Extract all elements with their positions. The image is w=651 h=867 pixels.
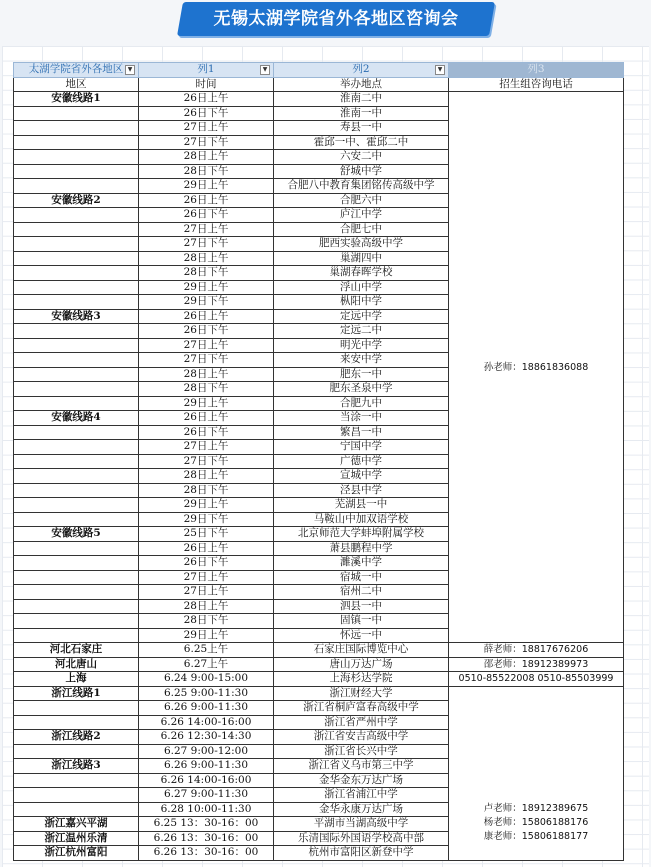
place-cell: 浙江省严州中学: [274, 715, 449, 730]
contact-cell: 邵老师：18912389973: [449, 657, 624, 672]
empty-region-cell: [14, 440, 139, 455]
subheader-row: [14, 77, 624, 92]
place-cell: 芜湖县一中: [274, 498, 449, 513]
table-row: [14, 686, 624, 701]
empty-region-cell: [14, 556, 139, 571]
time-cell: 29日上午: [139, 179, 274, 194]
time-cell: 28日下午: [139, 614, 274, 629]
filter-dropdown-icon[interactable]: ▼: [435, 65, 445, 75]
header-col0[interactable]: 太湖学院省外各地区 ▼: [14, 63, 139, 78]
place-cell: 合肥六中: [274, 193, 449, 208]
place-cell: 合肥七中: [274, 222, 449, 237]
place-cell: 浙江省安吉高级中学: [274, 730, 449, 745]
place-cell: 繁昌一中: [274, 425, 449, 440]
place-cell: 来安中学: [274, 353, 449, 368]
place-cell: 宿州二中: [274, 585, 449, 600]
time-cell: 6.26 13：30-16：00: [139, 831, 274, 846]
contact-cell: [449, 686, 624, 860]
place-cell: 泗县一中: [274, 599, 449, 614]
empty-region-cell: [14, 541, 139, 556]
empty-region-cell: [14, 338, 139, 353]
place-cell: 平湖市当湖高级中学: [274, 817, 449, 832]
place-cell: 浮山中学: [274, 280, 449, 295]
contact-cell: 0510-85522008 0510-85503999: [449, 672, 624, 687]
place-cell: 泾县中学: [274, 483, 449, 498]
place-cell: 濉溪中学: [274, 556, 449, 571]
contact-cell: 薛老师：18817676206: [449, 643, 624, 658]
time-cell: 27日上午: [139, 440, 274, 455]
region-cell: 安徽线路1: [14, 92, 139, 107]
place-cell: 六安二中: [274, 150, 449, 165]
time-cell: 6.25上午: [139, 643, 274, 658]
empty-region-cell: [14, 715, 139, 730]
time-cell: 28日下午: [139, 164, 274, 179]
time-cell: 6.27上午: [139, 657, 274, 672]
time-cell: 26日下午: [139, 556, 274, 571]
time-cell: 28日上午: [139, 251, 274, 266]
empty-region-cell: [14, 802, 139, 817]
place-cell: 广德中学: [274, 454, 449, 469]
header-col3[interactable]: 列3: [449, 63, 624, 78]
empty-region-cell: [14, 222, 139, 237]
time-cell: 27日下午: [139, 353, 274, 368]
time-cell: 26日上午: [139, 92, 274, 107]
empty-region-cell: [14, 512, 139, 527]
page-title: 无锡太湖学院省外各地区咨询会: [213, 9, 459, 29]
region-cell: 河北唐山: [14, 657, 139, 672]
place-cell: 淮南二中: [274, 92, 449, 107]
contact-line: 康老师：15806188177: [483, 830, 589, 842]
empty-region-cell: [14, 498, 139, 513]
header-row: [14, 63, 624, 78]
place-cell: 萧县鹏程中学: [274, 541, 449, 556]
empty-region-cell: [14, 599, 139, 614]
schedule-table: [13, 62, 624, 861]
header-col2[interactable]: 列2 ▼: [274, 63, 449, 78]
place-cell: 肥西实验高级中学: [274, 237, 449, 252]
empty-region-cell: [14, 208, 139, 223]
empty-region-cell: [14, 788, 139, 803]
place-cell: 巢湖春晖学校: [274, 266, 449, 281]
region-cell: 浙江杭州富阳: [14, 846, 139, 861]
subheader-cell: 地区: [14, 77, 139, 92]
empty-region-cell: [14, 280, 139, 295]
region-cell: 安徽线路3: [14, 309, 139, 324]
place-cell: 合肥八中教育集团铭传高级中学: [274, 179, 449, 194]
place-cell: 寿县一中: [274, 121, 449, 136]
region-cell: 浙江温州乐清: [14, 831, 139, 846]
time-cell: 28日下午: [139, 382, 274, 397]
place-cell: 宿城一中: [274, 570, 449, 585]
empty-region-cell: [14, 396, 139, 411]
place-cell: 宣城中学: [274, 469, 449, 484]
time-cell: 27日下午: [139, 237, 274, 252]
place-cell: 浙江省长兴中学: [274, 744, 449, 759]
time-cell: 29日上午: [139, 280, 274, 295]
empty-region-cell: [14, 454, 139, 469]
place-cell: 固镇一中: [274, 614, 449, 629]
time-cell: 25日下午: [139, 527, 274, 542]
place-cell: 庐江中学: [274, 208, 449, 223]
time-cell: 28日下午: [139, 483, 274, 498]
time-cell: 29日上午: [139, 628, 274, 643]
time-cell: 27日上午: [139, 585, 274, 600]
time-cell: 27日上午: [139, 338, 274, 353]
empty-region-cell: [14, 353, 139, 368]
time-cell: 6.24 9:00-15:00: [139, 672, 274, 687]
place-cell: 明光中学: [274, 338, 449, 353]
place-cell: 合肥九中: [274, 396, 449, 411]
time-cell: 28日上午: [139, 469, 274, 484]
place-cell: 上海杉达学院: [274, 672, 449, 687]
empty-region-cell: [14, 483, 139, 498]
region-cell: 上海: [14, 672, 139, 687]
region-cell: 浙江嘉兴平湖: [14, 817, 139, 832]
time-cell: 27日下午: [139, 135, 274, 150]
time-cell: 6.25 9:00-11:30: [139, 686, 274, 701]
empty-region-cell: [14, 135, 139, 150]
place-cell: 浙江省浦江中学: [274, 788, 449, 803]
time-cell: 29日上午: [139, 396, 274, 411]
time-cell: 6.25 13：30-16：00: [139, 817, 274, 832]
empty-region-cell: [14, 469, 139, 484]
time-cell: 6.26 9:00-11:30: [139, 759, 274, 774]
empty-region-cell: [14, 179, 139, 194]
region-cell: 安徽线路2: [14, 193, 139, 208]
table-row: [14, 657, 624, 672]
place-cell: 枞阳中学: [274, 295, 449, 310]
time-cell: 26日上午: [139, 193, 274, 208]
empty-region-cell: [14, 150, 139, 165]
empty-region-cell: [14, 237, 139, 252]
header-col1[interactable]: 列1 ▼: [139, 63, 274, 78]
time-cell: 26日下午: [139, 208, 274, 223]
place-cell: 金华金东万达广场: [274, 773, 449, 788]
time-cell: 27日上午: [139, 222, 274, 237]
place-cell: 石家庄国际博览中心: [274, 643, 449, 658]
place-cell: 霍邱一中、霍邱二中: [274, 135, 449, 150]
place-cell: 淮南一中: [274, 106, 449, 121]
empty-region-cell: [14, 164, 139, 179]
time-cell: 28日下午: [139, 266, 274, 281]
region-cell: 浙江线路3: [14, 759, 139, 774]
time-cell: 29日下午: [139, 512, 274, 527]
table-row: [14, 643, 624, 658]
time-cell: 26日上午: [139, 541, 274, 556]
place-cell: 马鞍山中加双语学校: [274, 512, 449, 527]
place-cell: 金华永康万达广场: [274, 802, 449, 817]
time-cell: 26日下午: [139, 425, 274, 440]
empty-region-cell: [14, 266, 139, 281]
contact-line: 杨老师：15806188176: [483, 816, 589, 828]
region-cell: 安徽线路5: [14, 527, 139, 542]
place-cell: 杭州市富阳区新登中学: [274, 846, 449, 861]
place-cell: 宁国中学: [274, 440, 449, 455]
time-cell: 6.26 12:30-14:30: [139, 730, 274, 745]
filter-dropdown-icon[interactable]: ▼: [125, 65, 135, 75]
empty-region-cell: [14, 425, 139, 440]
time-cell: 6.26 13：30-16：00: [139, 846, 274, 861]
time-cell: 6.26 14:00-16:00: [139, 715, 274, 730]
time-cell: 6.26 14:00-16:00: [139, 773, 274, 788]
place-cell: 怀远一中: [274, 628, 449, 643]
time-cell: 6.28 10:00-11:30: [139, 802, 274, 817]
filter-dropdown-icon[interactable]: ▼: [260, 65, 270, 75]
empty-region-cell: [14, 744, 139, 759]
time-cell: 6.27 9:00-12:00: [139, 744, 274, 759]
time-cell: 27日下午: [139, 454, 274, 469]
place-cell: 当涂一中: [274, 411, 449, 426]
time-cell: 6.26 9:00-11:30: [139, 701, 274, 716]
place-cell: 浙江省义乌市第三中学: [274, 759, 449, 774]
empty-region-cell: [14, 701, 139, 716]
time-cell: 26日上午: [139, 309, 274, 324]
subheader-cell: 举办地点: [274, 77, 449, 92]
time-cell: 29日上午: [139, 498, 274, 513]
contact-cell: 孙老师：18861836088: [449, 92, 624, 643]
time-cell: 29日下午: [139, 295, 274, 310]
empty-region-cell: [14, 367, 139, 382]
time-cell: 28日上午: [139, 599, 274, 614]
empty-region-cell: [14, 628, 139, 643]
region-cell: 浙江线路1: [14, 686, 139, 701]
time-cell: 27日上午: [139, 570, 274, 585]
time-cell: 26日上午: [139, 411, 274, 426]
place-cell: 巢湖四中: [274, 251, 449, 266]
time-cell: 28日上午: [139, 367, 274, 382]
empty-region-cell: [14, 614, 139, 629]
empty-region-cell: [14, 251, 139, 266]
place-cell: 浙江省桐庐富春高级中学: [274, 701, 449, 716]
place-cell: 乐清国际外国语学校高中部: [274, 831, 449, 846]
region-cell: 河北石家庄: [14, 643, 139, 658]
empty-region-cell: [14, 324, 139, 339]
table-row: [14, 672, 624, 687]
empty-region-cell: [14, 295, 139, 310]
time-cell: 26日下午: [139, 106, 274, 121]
subheader-cell: 时间: [139, 77, 274, 92]
time-cell: 6.27 9:00-11:30: [139, 788, 274, 803]
place-cell: 北京师范大学蚌埠附属学校: [274, 527, 449, 542]
place-cell: 定远中学: [274, 309, 449, 324]
region-cell: 安徽线路4: [14, 411, 139, 426]
place-cell: 肥东圣泉中学: [274, 382, 449, 397]
empty-region-cell: [14, 121, 139, 136]
place-cell: 舒城中学: [274, 164, 449, 179]
place-cell: 浙江财经大学: [274, 686, 449, 701]
place-cell: 肥东一中: [274, 367, 449, 382]
subheader-cell: 招生组咨询电话: [449, 77, 624, 92]
place-cell: 唐山万达广场: [274, 657, 449, 672]
table-row: [14, 92, 624, 107]
empty-region-cell: [14, 773, 139, 788]
place-cell: 定远二中: [274, 324, 449, 339]
time-cell: 27日上午: [139, 121, 274, 136]
contact-line: 卢老师：18912389675: [483, 802, 589, 814]
time-cell: 26日下午: [139, 324, 274, 339]
time-cell: 28日上午: [139, 150, 274, 165]
empty-region-cell: [14, 585, 139, 600]
region-cell: 浙江线路2: [14, 730, 139, 745]
empty-region-cell: [14, 382, 139, 397]
empty-region-cell: [14, 106, 139, 121]
empty-region-cell: [14, 570, 139, 585]
